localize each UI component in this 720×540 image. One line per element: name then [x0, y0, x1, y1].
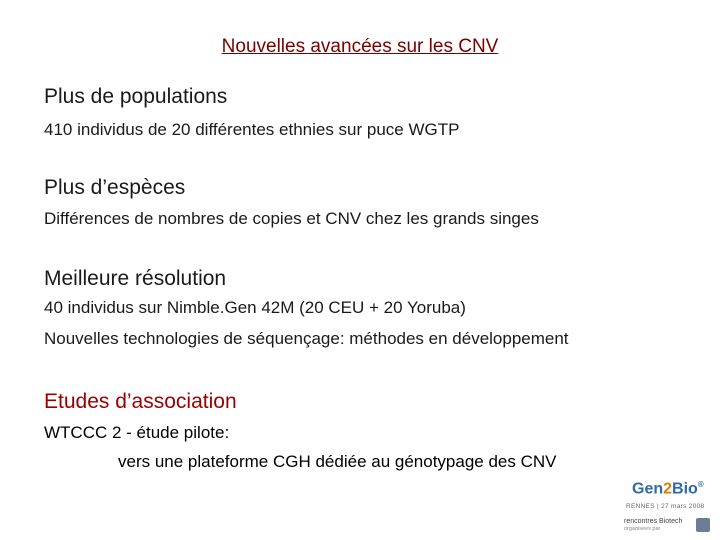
- organizer-logo-icon: [696, 518, 710, 532]
- gen2bio-wordmark: Gen2Bio®: [632, 480, 704, 498]
- section-heading-resolution: Meilleure résolution: [44, 267, 227, 290]
- section-line-association-1: WTCCC 2 - étude pilote:: [44, 423, 230, 442]
- section-line-populations: 410 individus de 20 différentes ethnies sur puce WGTP: [44, 120, 460, 139]
- section-heading-especes: Plus d’espèces: [44, 176, 186, 199]
- section-line-especes: Différences de nombres de copies et CNV chez les grands singes: [44, 209, 539, 228]
- slide-title: Nouvelles avancées sur les CNV: [221, 36, 499, 57]
- event-city-date: RENNES | 27 mars 2008: [626, 503, 705, 510]
- section-line-resolution-1: 40 individus sur Nimble.Gen 42M (20 CEU + 20 Yoruba): [44, 298, 466, 317]
- event-name: rencontres Biotech organisées par: [624, 518, 683, 532]
- section-heading-populations: Plus de populations: [44, 85, 228, 108]
- section-line-association-2: vers une plateforme CGH dédiée au génotypage des CNV: [118, 452, 557, 471]
- section-line-resolution-2: Nouvelles technologies de séquençage: méthodes en développement: [44, 329, 569, 348]
- gen2bio-logo: [620, 478, 716, 538]
- section-heading-association: Etudes d’association: [44, 390, 237, 413]
